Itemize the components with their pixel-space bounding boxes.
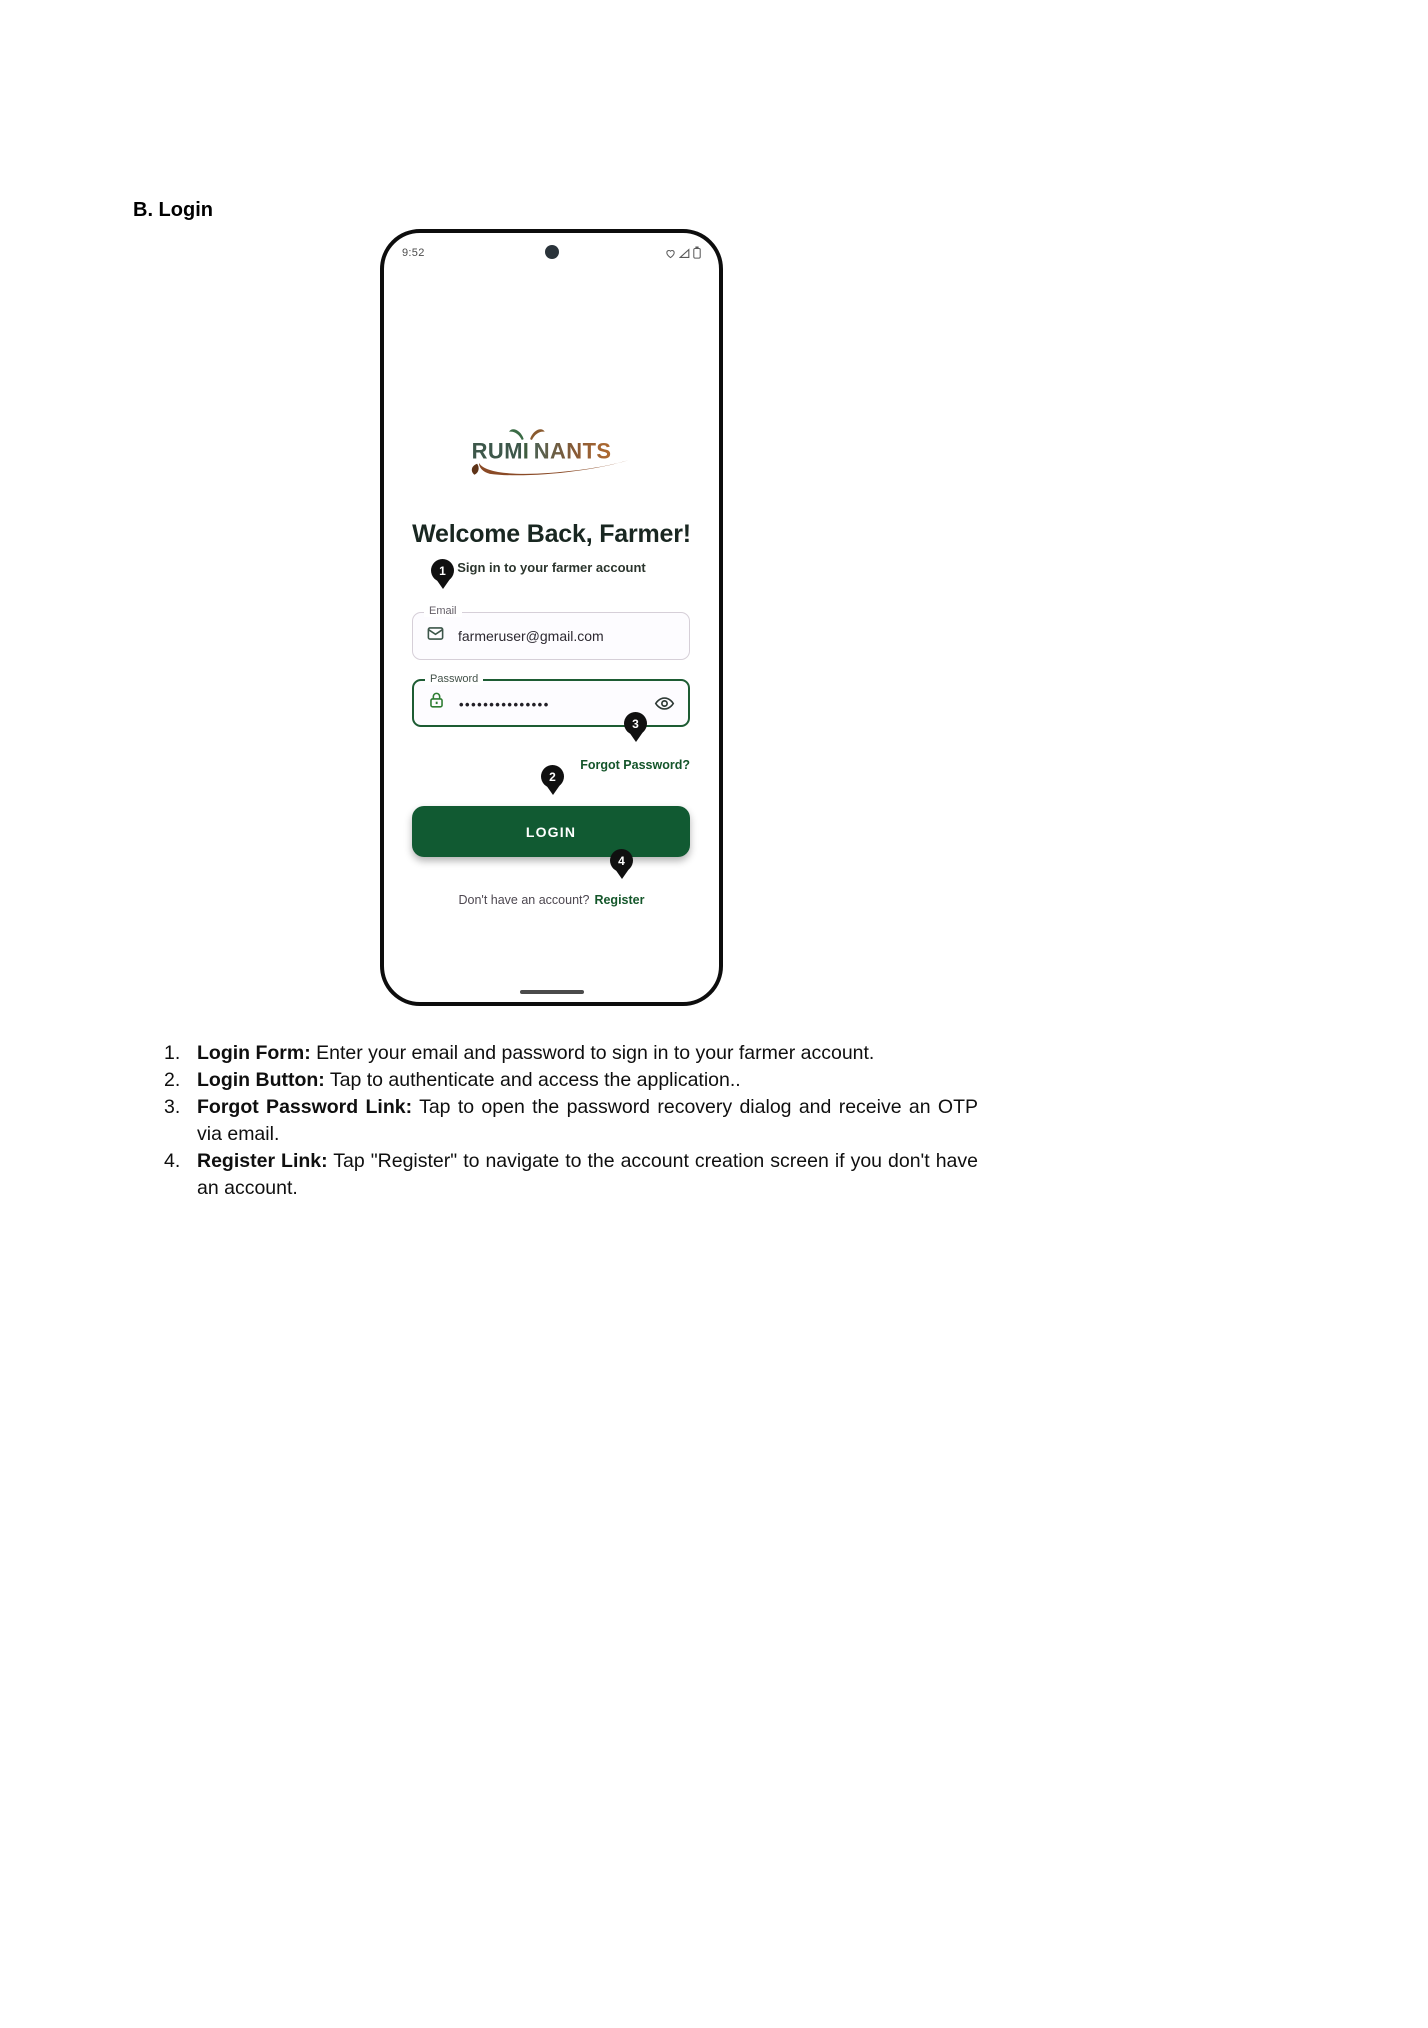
annotation-number: 4.	[164, 1150, 181, 1172]
annotation-marker-1	[431, 559, 454, 582]
welcome-subtitle: Sign in to your farmer account	[457, 560, 646, 575]
forgot-password-link[interactable]: Forgot Password?	[580, 758, 690, 772]
welcome-title: Welcome Back, Farmer!	[412, 520, 691, 548]
annotation-list	[164, 1040, 978, 1202]
eye-icon[interactable]	[654, 693, 675, 714]
camera-punch-hole-icon	[545, 245, 559, 259]
annotation-body-text: Enter your email and password to sign in to your farmer account.	[310, 1042, 875, 1064]
status-bar-icons	[665, 246, 701, 264]
annotation-item-3	[164, 1094, 978, 1148]
marker-3-number: 3	[632, 716, 639, 731]
phone-screen	[384, 233, 719, 1002]
password-field-label: Password	[425, 673, 483, 685]
annotation-marker-2	[541, 765, 564, 788]
register-prompt: Don't have an account?	[458, 893, 590, 907]
password-field[interactable]	[412, 673, 690, 727]
marker-1-number: 1	[439, 563, 446, 578]
battery-icon	[693, 246, 701, 264]
email-field[interactable]	[412, 605, 690, 660]
annotation-body-text: Tap to authenticate and access the application..	[324, 1069, 741, 1091]
annotation-marker-4	[610, 849, 633, 872]
phone-mockup	[380, 229, 723, 1006]
status-time: 9:52	[402, 247, 425, 259]
annotation-body-text: Tap to open the password recovery dialog and receive an OTP via email.	[197, 1096, 978, 1145]
annotation-number: 2.	[164, 1069, 181, 1091]
heart-icon	[665, 246, 676, 264]
annotation-number: 3.	[164, 1096, 181, 1118]
annotation-item-1	[164, 1040, 978, 1067]
password-field-value: •••••••••••••••	[459, 696, 550, 712]
annotation-item-2	[164, 1067, 978, 1094]
annotation-label: Forgot Password Link:	[197, 1096, 413, 1118]
register-link[interactable]: Register	[594, 893, 645, 907]
annotation-label: Register Link:	[197, 1150, 328, 1172]
annotation-text	[197, 1148, 978, 1202]
annotation-label: Login Button:	[197, 1069, 325, 1091]
svg-text:I	[522, 438, 528, 463]
logo-leaf	[471, 464, 478, 475]
login-button[interactable]: LOGIN	[412, 806, 690, 857]
annotation-text	[197, 1067, 978, 1094]
logo-text-i: I	[522, 438, 529, 464]
annotation-item-4	[164, 1148, 978, 1202]
annotation-label: Login Form:	[197, 1042, 311, 1064]
annotation-text	[197, 1094, 978, 1148]
annotation-marker-3	[624, 712, 647, 735]
annotation-text	[197, 1040, 978, 1067]
email-field-value: farmeruser@gmail.com	[458, 628, 604, 644]
svg-text:NANTS	[533, 438, 611, 463]
lock-icon	[427, 691, 446, 715]
logo-text-rum: RUM	[471, 438, 523, 464]
register-row	[384, 893, 719, 907]
svg-text:RUM	[471, 438, 522, 463]
annotation-body-text: Tap "Register" to navigate to the account creation screen if you don't have an account.	[197, 1150, 978, 1199]
annotation-number: 1.	[164, 1042, 181, 1064]
app-logo	[384, 421, 719, 486]
home-indicator[interactable]	[520, 990, 584, 994]
marker-2-number: 2	[549, 769, 556, 784]
mail-icon	[426, 624, 445, 648]
email-field-label: Email	[424, 605, 462, 617]
section-heading: B. Login	[133, 199, 213, 221]
logo-text-nants: NANTS	[533, 438, 611, 464]
marker-4-number: 4	[618, 853, 625, 868]
signal-icon	[679, 246, 690, 264]
